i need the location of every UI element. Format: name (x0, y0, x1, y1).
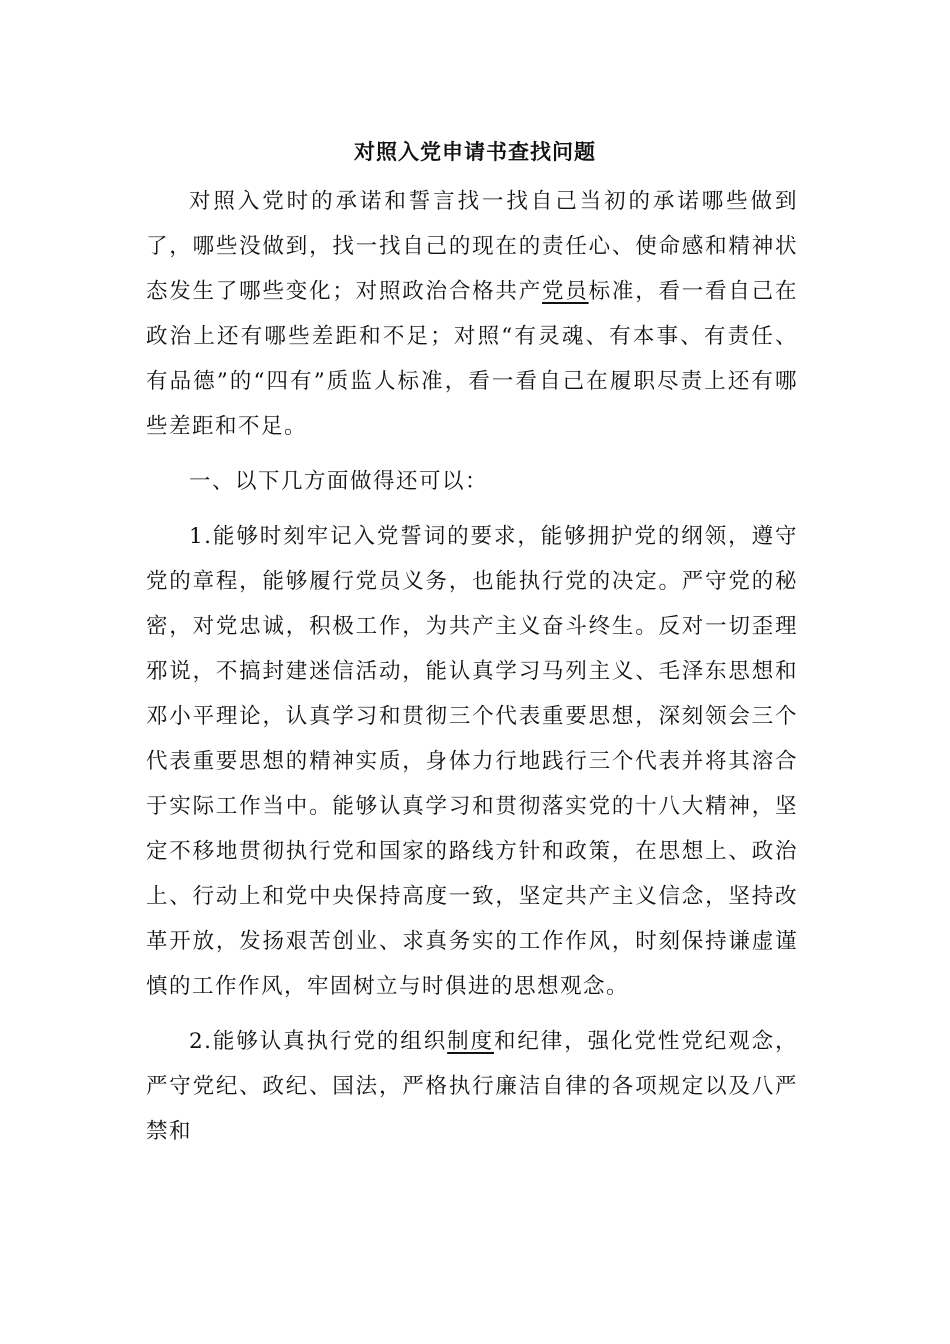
paragraph-item-2-text-2: 和纪律，强化党性党纪观念，严守党纪、政纪、国法，严格执行廉洁自律的各项规定以及八严禁和 (146, 1029, 798, 1144)
underlined-term-party-member: 党员 (542, 279, 589, 304)
document-body (146, 179, 798, 1154)
document-title: 对照入党申请书查找问题 (354, 139, 596, 164)
paragraph-intro (146, 179, 798, 449)
paragraph-intro-text-1: 对照入党时的承诺和誓言找一找自己当初的承诺哪些做到了，哪些没做到，找一找自己的现在的责任心、使命感和精神状态发生了哪些变化；对照政治合格共产 (146, 189, 798, 304)
paragraph-intro-text-2: 标准，看一看自己在政治上还有哪些差距和不足；对照“有灵魂、有本事、有责任、有品德”的“四有”质监人标准，看一看自己在履职尽责上还有哪些差距和不足。 (146, 279, 798, 439)
paragraph-item-2 (146, 1019, 798, 1154)
paragraph-item-2-text-1: 2.能够认真执行党的组织 (189, 1029, 448, 1054)
section-heading-one: 一、以下几方面做得还可以： (189, 469, 489, 494)
paragraph-item-1: 1.能够时刻牢记入党誓词的要求，能够拥护党的纲领，遵守党的章程，能够履行党员义务，也能执行党的决定。严守党的秘密，对党忠诚，积极工作，为共产主义奋斗终生。反对一切歪理邪说，不搞封建迷信活动，能认真学习马列主义、毛泽东思想和邓小平理论，认真学习和贯彻三个代表重要思想，深刻领会三个代表重要思想的精神实质，身体力行地践行三个代表并将其溶合于实际工作当中。能够认真学习和贯彻落实党的十八大精神，坚定不移地贯彻执行党和国家的路线方针和政策，在思想上、政治上、行动上和党中央保持高度一致，坚定共产主义信念，坚持改革开放，发扬艰苦创业、求真务实的工作作风，时刻保持谦虚谨慎的工作作风，牢固树立与时俱进的思想观念。 (146, 524, 798, 999)
underlined-term-system: 制度 (447, 1029, 494, 1054)
